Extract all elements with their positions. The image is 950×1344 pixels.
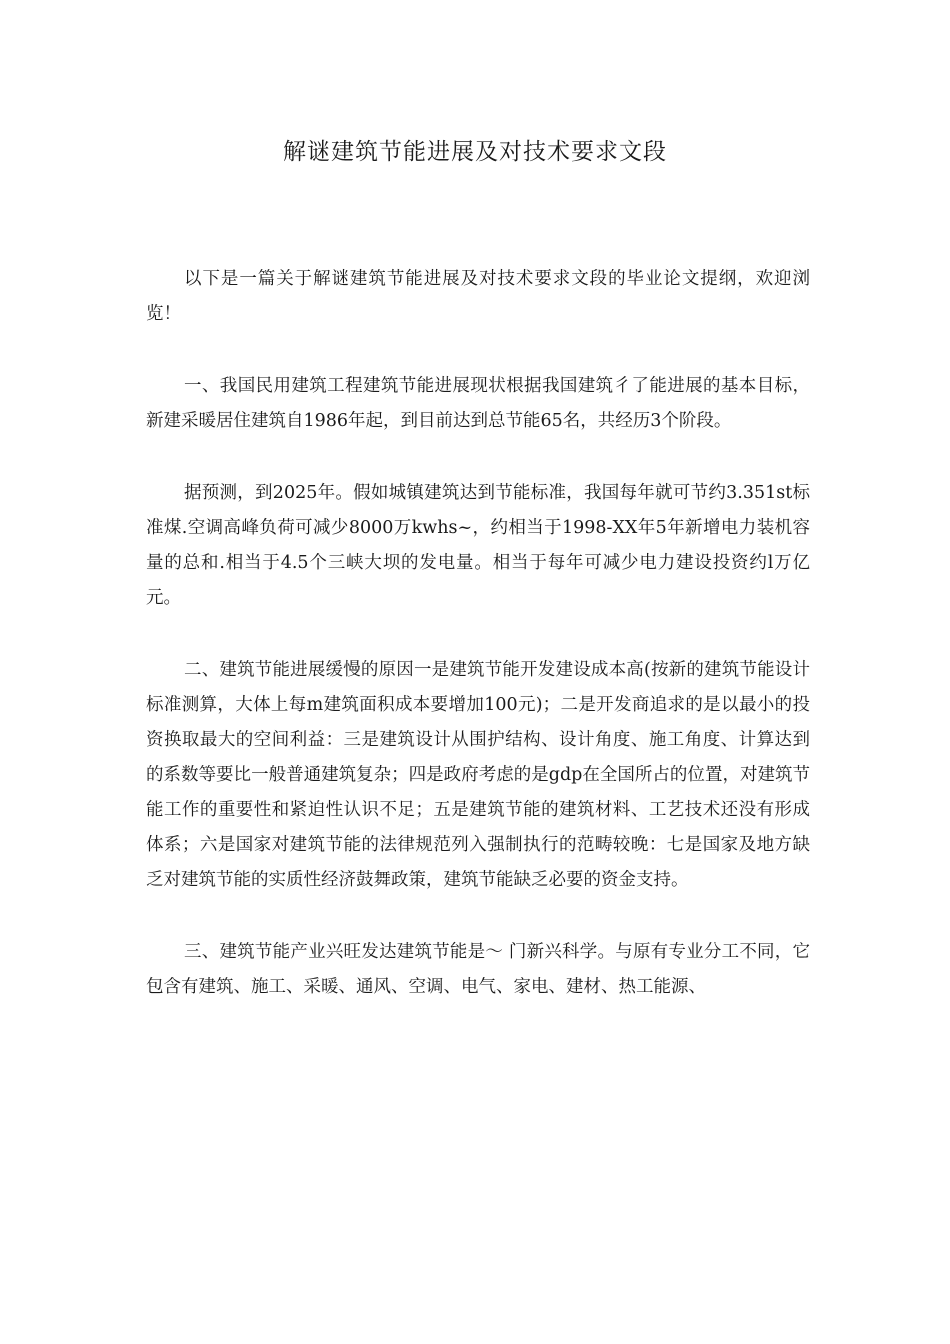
paragraph-intro: 以下是一篇关于解谜建筑节能进展及对技术要求文段的毕业论文提纲，欢迎浏览！	[146, 269, 810, 324]
paragraph-section-3: 三、建筑节能产业兴旺发达建筑节能是～ 门新兴科学。与原有专业分工不同，它包含有建筑、施工、采暖、通风、空调、电气、家电、建材、热工能源、	[146, 942, 810, 997]
document-title: 解谜建筑节能进展及对技术要求文段	[283, 139, 667, 165]
paragraph-section-2: 二、建筑节能进展缓慢的原因一是建筑节能开发建设成本高(按新的建筑节能设计标准测算，大体上每m建筑面积成本要增加100元)；二是开发商追求的是以最小的投资换取最大的空间利益：三是建筑设计从围护结构、设计角度、施工角度、计算达到的系数等要比一般普通建筑复杂；四是政府考虑的是gdp在全国所占的位置，对建筑节能工作的重要性和紧迫性认识不足；五是建筑节能的建筑材料、工艺技术还没有形成体系；六是国家对建筑节能的法律规范列入强制执行的范畴较晚：七是国家及地方缺乏对建筑节能的实质性经济鼓舞政策，建筑节能缺乏必要的资金支持。	[146, 660, 810, 890]
paragraph-forecast: 据预测，到2025年。假如城镇建筑达到节能标准，我国每年就可节约3.351st标准煤.空调高峰负荷可减少8000万kwhs~，约相当于1998-XX年5年新增电力装机容量的总和.相当于4.5个三峡大坝的发电量。相当于每年可减少电力建设投资约l万亿元。	[146, 483, 810, 608]
paragraph-section-1: 一、我国民用建筑工程建筑节能进展现状根据我国建筑彳了能进展的基本目标，新建采暖居住建筑自1986年起，到目前达到总节能65名，共经历3个阶段。	[146, 376, 810, 431]
document-body	[146, 262, 810, 1042]
